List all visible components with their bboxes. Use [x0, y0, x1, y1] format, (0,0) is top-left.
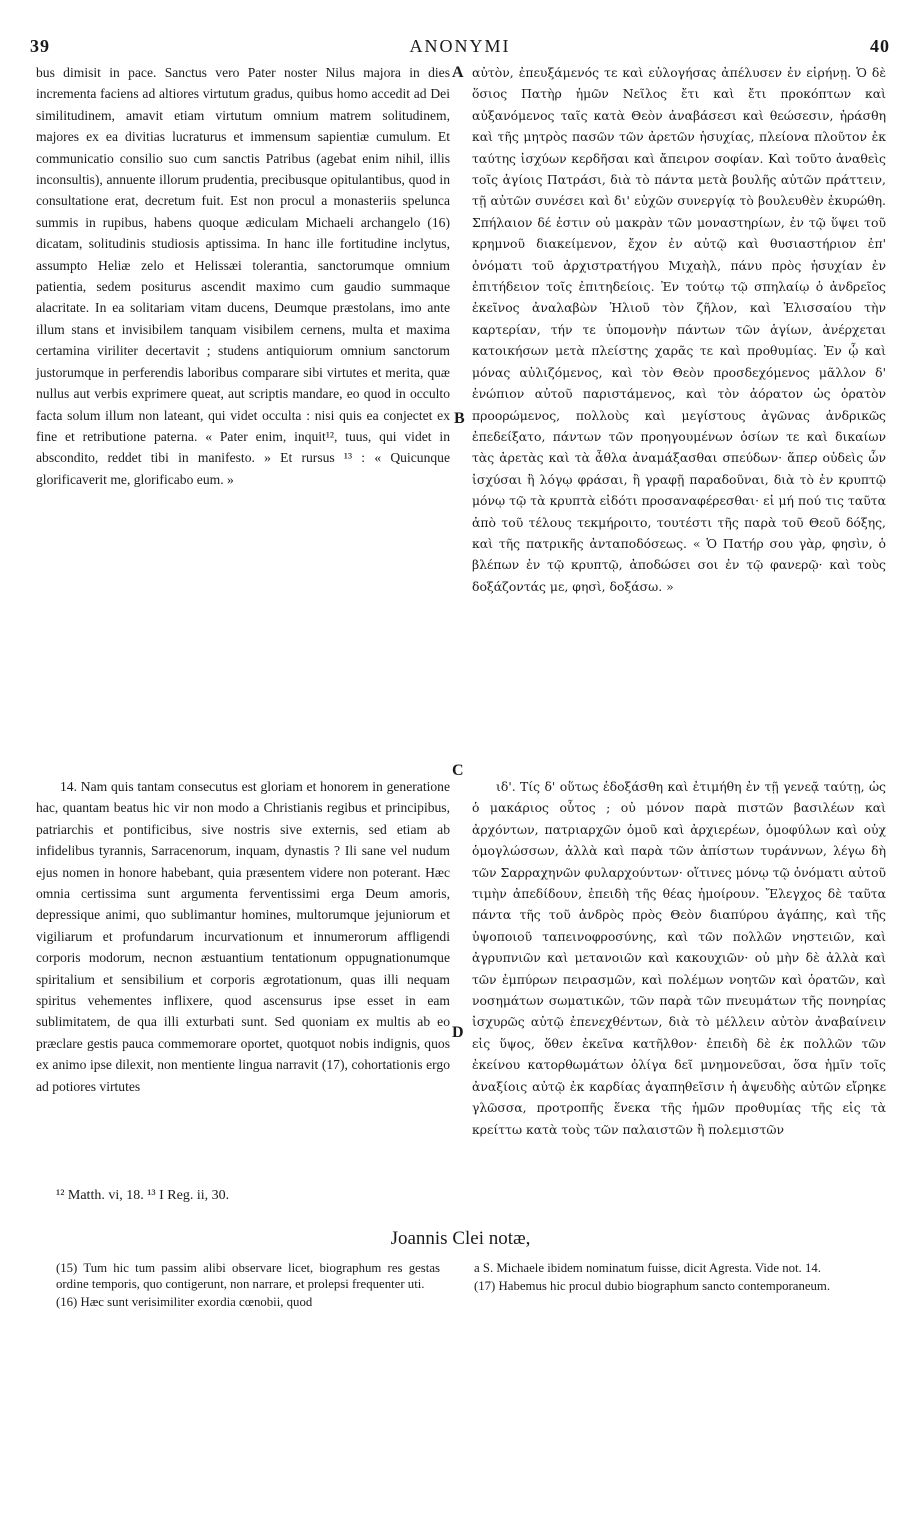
notes-left-column	[56, 1260, 440, 1312]
margin-marker-c: C	[452, 762, 464, 779]
running-header	[30, 36, 890, 62]
latin-paragraph-13: bus dimisit in pace. Sanctus vero Pater noster Nilus majora in dies incrementa faciens ad altiores virtutum gradus, quibus homo accedit ad Dei similitudinem, amavit etiam virtutum omnium matrem solitudinem, majores ex ea divitias lucraturus et immensum sapientiæ cumulum. Et communicatio consilio suo cum sanctis Patribus (agebat enim nihil, illis inconsultis), annuente illorum prudentia, precibusque opitulantibus, quod in consultatione erat, decretum fuit. Est non procul a monasteriis spelunca summis in rupibus, habens quoque ædiculam Michaeli archangelo (16) dicatam, solitudinis studiosis aptissima. In hanc ille fortitudine inclytus, assumpto Heliæ zelo et Helissæi tolerantia, sanctorumque omnium patientia, sedem positurus ascendit maximo cum gaudio summaque alacritate. In ea solitariam vitam ducens, Deumque præstolans, imo ante illum stans et invisibilem tanquam visibilem cernens, multa et maxima certamina viriliter decertavit ; studens antiquiorum omnium sanctorum justorumque in perferendis laboribus comparare sibi virtutes et merita, quæ nullus aut verbis exprimere queat, aut scriptis mandare, eo quod in occulto facta solum illum non lateant, qui videt occulta : nisi quis ea conjectet ex fine et retributione paterna. « Pater enim, inquit¹², tuus, qui videt in abscondito, reddet tibi in manifesto. » Et rursus ¹³ : « Quicunque glorificaverit me, glorificabo eum. »	[36, 65, 450, 487]
margin-marker-d: D	[452, 1024, 464, 1041]
scripture-footnotes: ¹² Matth. vi, 18. ¹³ I Reg. ii, 30.	[56, 1188, 230, 1203]
page-number-right: 40	[870, 36, 890, 56]
page-number-left: 39	[30, 36, 50, 56]
margin-marker-a: A	[452, 64, 464, 81]
greek-paragraph-14: ιδ'. Τίς δ' οὕτως ἐδοξάσθη καὶ ἐτιμήθη ἐν τῇ γενεᾷ ταύτῃ, ὡς ὁ μακάριος οὗτος ; οὐ μόνον παρὰ πιστῶν βασιλέων καὶ ἀρχόντων, πατριαρχῶν ὁμοῦ καὶ ἀρχιερέων, ὁμοφύλων καὶ οὐχ ὁμογλώσσων, ἀλλὰ καὶ παρὰ τῶν ἀπίστων τυράννων, λέγω δὴ τῶν Σαρραχηνῶν φυλαρχούντων· οἵτινες μόνῳ τῷ ὀνόματι αὐτοῦ τιμὴν ἀπεδίδουν, ἐπειδὴ τῆς θέας ἠμοίρουν. Ἔλεγχος δὲ ταῦτα πάντα τῆς τοῦ ἀνδρὸς πρὸς Θεὸν διαπύρου ἀγάπης, καὶ τῆς ὑψοποιοῦ ταπεινοφροσύνης, καὶ τῶν πολλῶν νηστειῶν, καὶ ἀγρυπνιῶν καὶ μετανοιῶν καὶ κακουχιῶν· οὐ μὴν δὲ ἀλλὰ καὶ τῶν ἐμπύρων πειρασμῶν, καὶ πολέμων νοητῶν καὶ ὁρατῶν, καὶ νοσημάτων σωματικῶν, τῶν παρὰ τῶν πνευμάτων τῆς πονηρίας ἰσχυρῶς αὐτῷ ἐπενεχθέντων, διὰ τὸ μέλλειν αὐτὸν ἀναβαίνειν εἰς ὕψος, ὅθεν ἐκεῖνα κατῆλθον· ἐπειδὴ δὲ ἐκ πολλῶν τῶν ἐκείνου κατορθωμάτων ὀλίγα δεῖ μνημονεῦσαι, ὅσα ἡμῖν τοῖς ἀναξίοις αὐτῷ ἐκ καρδίας ἀγαπηθεῖσιν ἡ ἀψευδὴς αὐτῶν εἴρηκε γλῶσσα, προτροπῆς ἕνεκα τῆς ἡμῶν προθυμίας τῆς εἰς τὰ κρείττω κατὰ τοὺς τῶν παλαιστῶν ἢ πολεμιστῶν	[472, 779, 886, 1137]
notes-heading: Joannis Clei notæ,	[390, 1228, 531, 1249]
note-17: (17) Habemus hic procul dubio biographum sancto contemporaneum.	[474, 1279, 831, 1293]
greek-paragraph-13: αὐτὸν, ἐπευξάμενός τε καὶ εὐλογήσας ἀπέλυσεν ἐν εἰρήνῃ. Ὁ δὲ ὅσιος Πατὴρ ἡμῶν Νεῖλος ἔτι καὶ ἔτι προκόπτων καὶ αὐξανόμενος ταῖς κατὰ Θεὸν ἀναβάσεσι καὶ θεώσεσιν, ἠράσθη καὶ τῆς μητρὸς πασῶν τῶν ἀρετῶν ἡσυχίας, πλείονα πλοῦτον ἐκ ταύτης ἰσχύων κερδῆσαι καὶ ἄπειρον σοφίαν. Καὶ τοῦτο ἀναθεὶς τοῖς ἁγίοις Πατράσι, διὰ τὸ πάντα μετὰ βουλῆς αὐτῶν πράττειν, τῇ αὐτῶν συνέσει καὶ δι' εὐχῶν συνεργίᾳ τὸ βουλευθὲν ἐκυρώθη. Σπήλαιον δέ ἐστιν οὐ μακρὰν τῶν μοναστηρίων, ἐν τῷ ὕψει τοῦ κρημνοῦ διακείμενον, ἔχον ἐν αὐτῷ καὶ θυσιαστήριον ἐπ' ὀνόματι τοῦ ἀρχιστρατήγου Μιχαὴλ, πάνυ πρὸς ἡσυχίαν ἐν ἐπιτήδειον τοῖς ἐπιτηδείοις. Ἐν τούτῳ τῷ σπηλαίῳ ὁ ἀνδρεῖος ἐκεῖνος ἀναλαβὼν Ἠλιοῦ τὸν ζῆλον, καὶ Ἐλισσαίου τὴν καρτερίαν, τήν τε ὑπομονὴν πάντων τῶν ἁγίων, ἀνέρχεται κατοικήσων μετὰ πλείστης χαρᾶς τε καὶ προθυμίας. Ἐν ᾧ καὶ μόνας αὐλιζόμενος, καὶ τὸν Θεὸν προσδεχόμενος μᾶλλον δ' ἐνώπιον αὐτοῦ παριστάμενος, καὶ τὸν ἀόρατον ὡς ὁρατὸν προορώμενος, πολλοὺς καὶ μεγίστους ἀγῶνας ἀνδρικῶς ἐπεδείξατο, πάντων τῶν προηγουμένων ὁσίων τε καὶ δικαίων τὰς ἀρετὰς καὶ τὰ ἆθλα ἀναμάξασθαι σπεύδων· ἅπερ οὐδεὶς ὧν ἰσχύσαι ἢ λόγῳ φράσαι, ἢ γραφῇ παραδοῦναι, διὰ τὸ ἐν κρυπτῷ μόνῳ τῷ τὰ κρυπτὰ εἰδότι προσαναφέρεσθαι· εἰ μή πού τις ταῦτα ἀπὸ τοῦ τέλους τεκμήροιτο, τουτέστι τῆς παρὰ τοῦ Θεοῦ δόξης, καὶ τῆς πατρικῆς ἀνταποδόσεως. « Ὁ Πατήρ σου γὰρ, φησὶν, ὁ βλέπων ἐν τῷ κρυπτῷ, ἀποδώσει σοι ἐν τῷ φανερῷ· καὶ τοὺς δοξάζοντάς με, φησὶ, δοξάσω. »	[472, 65, 886, 594]
latin-paragraph-14: 14. Nam quis tantam consecutus est gloriam et honorem in generatione hac, quantam beatus hic vir non modo a Christianis regibus et principibus, patriarchis et pontificibus, sive nostris sive externis, sed etiam ab infidelibus tyrannis, Sarracenorum, inquam, dynastis ? Ili sane vel nudum ejus nomen in honore habebant, quia præsentem videre non poterant. Hæc omnia certissima sunt argumenta ferventissimi erga Deum amoris, depressique animi, quo sublimantur homines, multorumque jejuniorum et vigiliarum et profundarum incurvationum et innumerorum affligendi corporis modorum, necnon æstuantium tentationum oppugnationumque spiritalium et sensibilium et corporis ægrotationum, quas illi nequam spiritus vehementes inflixere, quod ascensurus ipse esset in eam sublimitatem, de qua illi exturbati sunt. Sed quoniam ex multis ab eo præclare gestis pauca commemorare oportet, quotquot nobis indignis, quos ex animo ipse dilexit, non mentiente lingua narravit (17), cohortationis ergo ad potiores virtutes	[36, 779, 450, 1094]
note-16-continued: a S. Michaele ibidem nominatum fuisse, dicit Agresta. Vide not. 14.	[474, 1261, 821, 1275]
note-16: (16) Hæc sunt verisimiliter exordia cœnobii, quod	[56, 1295, 313, 1309]
note-15: (15) Tum hic tum passim alibi observare licet, biographum res gestas ordine temporis, quo contigerunt, non narrare, et prolepsi frequenter uti.	[56, 1261, 440, 1291]
margin-marker-b: B	[454, 410, 465, 427]
notes-right-column	[474, 1260, 888, 1296]
running-title: ANONYMI	[409, 36, 511, 56]
